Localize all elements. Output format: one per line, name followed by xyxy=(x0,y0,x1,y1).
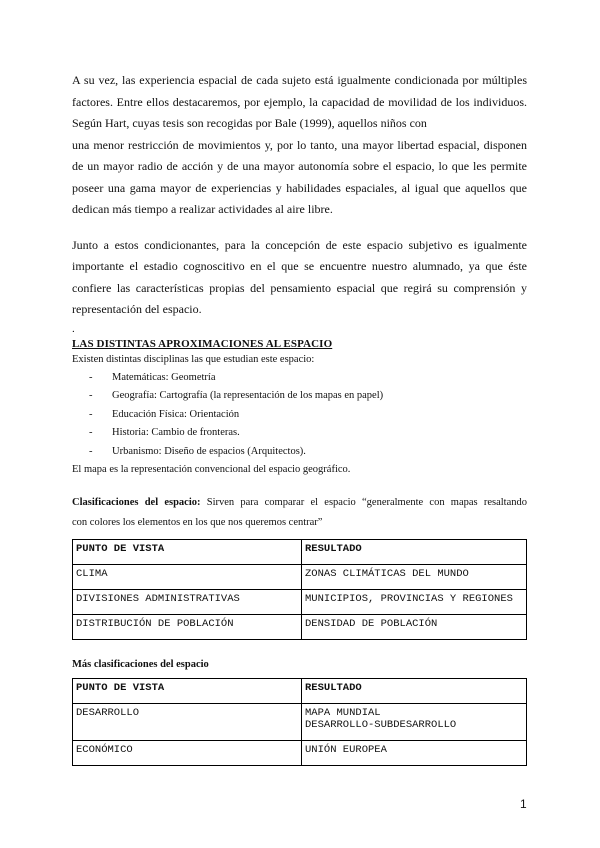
clasificaciones-text: Sirven para comparar el espacio “generalmente con mapas resaltando xyxy=(200,497,528,508)
list-item xyxy=(72,387,527,406)
table-row xyxy=(73,741,527,766)
dash-bullet: - xyxy=(89,427,93,438)
text-line: poseer una gama mayor de experiencias y habilidades espaciales, al igual que aquellos que xyxy=(72,180,527,195)
dash-bullet: - xyxy=(89,408,93,420)
page-number: 1 xyxy=(520,797,527,811)
text-line: Según Hart, cuyas tesis son recogidas por Bale (1999), aquellos niños con xyxy=(72,116,427,130)
table-cell: DESARROLLO xyxy=(73,704,302,741)
list-item-text: Educación Física: Orientación xyxy=(112,408,240,420)
text-line: con colores los elementos en los que nos queremos centrar” xyxy=(72,517,323,528)
text-line: de un mayor radio de acción y de una mayor autonomía sobre el espacio, lo que les permite xyxy=(72,159,527,173)
table-row xyxy=(73,615,527,640)
cell-line: DESARROLLO-SUBDESARROLLO xyxy=(305,719,457,731)
document-page xyxy=(72,70,527,766)
text-line: dedican más tiempo a realizar actividades al aire libre. xyxy=(72,202,333,216)
table-header-row xyxy=(73,540,527,565)
clasificaciones-table xyxy=(72,539,527,640)
list-item xyxy=(72,424,527,443)
list-item-text: Matemáticas: Geometría xyxy=(112,371,216,383)
more-classifications-table xyxy=(72,678,527,766)
paragraph-movilidad xyxy=(72,70,527,221)
table-row xyxy=(73,704,527,741)
table-cell: MUNICIPIOS, PROVINCIAS Y REGIONES xyxy=(302,590,527,615)
header-cell: PUNTO DE VISTA xyxy=(73,540,302,565)
table-header-row xyxy=(73,679,527,704)
header-cell: RESULTADO xyxy=(302,679,527,704)
list-item-text: Urbanismo: Diseño de espacios (Arquitectos). xyxy=(112,445,306,457)
text-line: Junto a estos condicionantes, para la concepción de este espacio subjetivo es igualmente xyxy=(72,237,527,252)
dash-bullet: - xyxy=(89,390,93,401)
cell-line: MAPA MUNDIAL xyxy=(305,707,381,719)
header-cell: PUNTO DE VISTA xyxy=(73,679,302,704)
intro-text: Existen distintas disciplinas las que estudian este espacio: xyxy=(72,353,315,365)
paragraph-cognoscitivo xyxy=(72,235,527,321)
table-cell: UNIÓN EUROPEA xyxy=(302,741,527,766)
table-cell: DIVISIONES ADMINISTRATIVAS xyxy=(73,590,302,615)
table-cell: DISTRIBUCIÓN DE POBLACIÓN xyxy=(73,615,302,640)
table-row xyxy=(73,565,527,590)
stray-dot: . xyxy=(72,322,75,335)
header-cell: RESULTADO xyxy=(302,540,527,565)
more-classifications-heading: Más clasificaciones del espacio xyxy=(72,659,209,670)
text-line: confiere las características propias del pensamiento espacial que regirá su comprensión y xyxy=(72,280,527,295)
clasificaciones-label: Clasificaciones del espacio: xyxy=(72,497,201,508)
table-cell: ECONÓMICO xyxy=(73,741,302,766)
text-line: una menor restricción de movimientos y, por lo tanto, una mayor libertad espacial, disponen xyxy=(72,137,527,152)
list-item xyxy=(72,369,527,388)
table-cell: CLIMA xyxy=(73,565,302,590)
list-item xyxy=(72,406,527,425)
table-cell xyxy=(302,704,527,741)
list-item-text: Historia: Cambio de fronteras. xyxy=(112,427,240,438)
text-line: importante el estadio cognoscitivo en el que se encuentre nuestro alumnado, ya que éste xyxy=(72,259,527,273)
dash-bullet: - xyxy=(89,371,93,383)
table-cell: ZONAS CLIMÁTICAS DEL MUNDO xyxy=(302,565,527,590)
list-item-text: Geografía: Cartografía (la representación de los mapas en papel) xyxy=(112,390,384,401)
text-line xyxy=(72,493,527,513)
text-line: A su vez, las experiencia espacial de cada sujeto está igualmente condicionada por múltiples xyxy=(72,73,527,87)
section-heading: LAS DISTINTAS APROXIMACIONES AL ESPACIO xyxy=(72,337,333,350)
table-cell: DENSIDAD DE POBLACIÓN xyxy=(302,615,527,640)
map-note: El mapa es la representación convencional del espacio geográfico. xyxy=(72,464,351,475)
list-item xyxy=(72,443,527,462)
clasificaciones-paragraph xyxy=(72,493,527,533)
text-line: factores. Entre ellos destacaremos, por ejemplo, la capacidad de movilidad de los individuos. xyxy=(72,94,527,109)
text-line: representación del espacio. xyxy=(72,302,202,316)
dash-bullet: - xyxy=(89,445,93,457)
disciplines-list xyxy=(72,369,527,462)
table-row xyxy=(73,590,527,615)
